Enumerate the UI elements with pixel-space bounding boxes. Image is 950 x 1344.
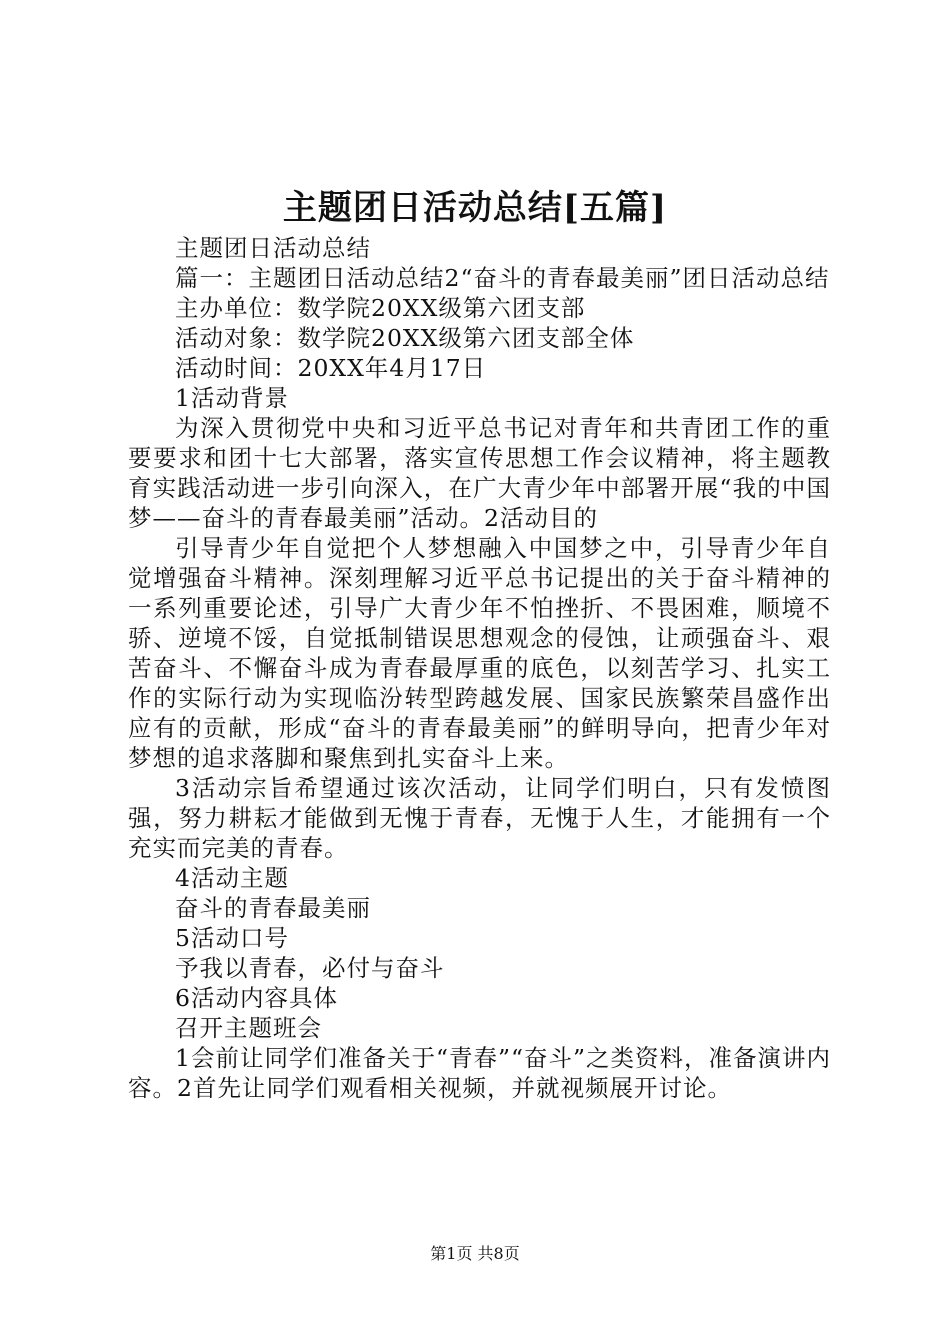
paragraph: 予我以青春，必付与奋斗 <box>175 954 445 982</box>
paragraph: 篇一：主题团日活动总结2“奋斗的青春最美丽”团日活动总结 <box>175 264 830 292</box>
paragraph: 奋斗的青春最美丽 <box>175 894 371 922</box>
paragraph: 主题团日活动总结 <box>175 234 371 262</box>
section-heading: 4活动主题 <box>175 864 289 892</box>
paragraph: 1会前让同学们准备关于“青春”“奋斗”之类资料，准备演讲内容。2首先让同学们观看相关视频，并就视频展开讨论。 <box>128 1044 832 1102</box>
section-heading: 5活动口号 <box>175 924 289 952</box>
paragraph: 活动对象：数学院20XX级第六团支部全体 <box>175 324 635 352</box>
page-number-footer: 第1页 共8页 <box>430 1244 520 1263</box>
paragraph: 主办单位：数学院20XX级第六团支部 <box>175 294 586 322</box>
paragraph: 3活动宗旨希望通过该次活动，让同学们明白，只有发愤图强，努力耕耘才能做到无愧于青春，无愧于人生，才能拥有一个充实而完美的青春。 <box>128 774 831 862</box>
document-body <box>128 233 831 1103</box>
section-heading: 6活动内容具体 <box>175 984 338 1012</box>
document-title: 主题团日活动总结[五篇] <box>282 188 668 228</box>
paragraph: 召开主题班会 <box>175 1014 322 1042</box>
paragraph: 引导青少年自觉把个人梦想融入中国梦之中，引导青少年自觉增强奋斗精神。深刻理解习近平总书记提出的关于奋斗精神的一系列重要论述，引导广大青少年不怕挫折、不畏困难，顺境不骄、逆境不馁，自觉抵制错误思想观念的侵蚀，让顽强奋斗、艰苦奋斗、不懈奋斗成为青春最厚重的底色，以刻苦学习、扎实工作的实际行动为实现临汾转型跨越发展、国家民族繁荣昌盛作出应有的贡献，形成“奋斗的青春最美丽”的鲜明导向，把青少年对梦想的追求落脚和聚焦到扎实奋斗上来。 <box>128 534 831 772</box>
paragraph: 活动时间：20XX年4月17日 <box>175 354 487 382</box>
section-heading: 1活动背景 <box>175 384 289 412</box>
paragraph: 为深入贯彻党中央和习近平总书记对青年和共青团工作的重要要求和团十七大部署，落实宣传思想工作会议精神，将主题教育实践活动进一步引向深入，在广大青少年中部署开展“我的中国梦——奋斗的青春最美丽”活动。2活动目的 <box>128 414 831 532</box>
